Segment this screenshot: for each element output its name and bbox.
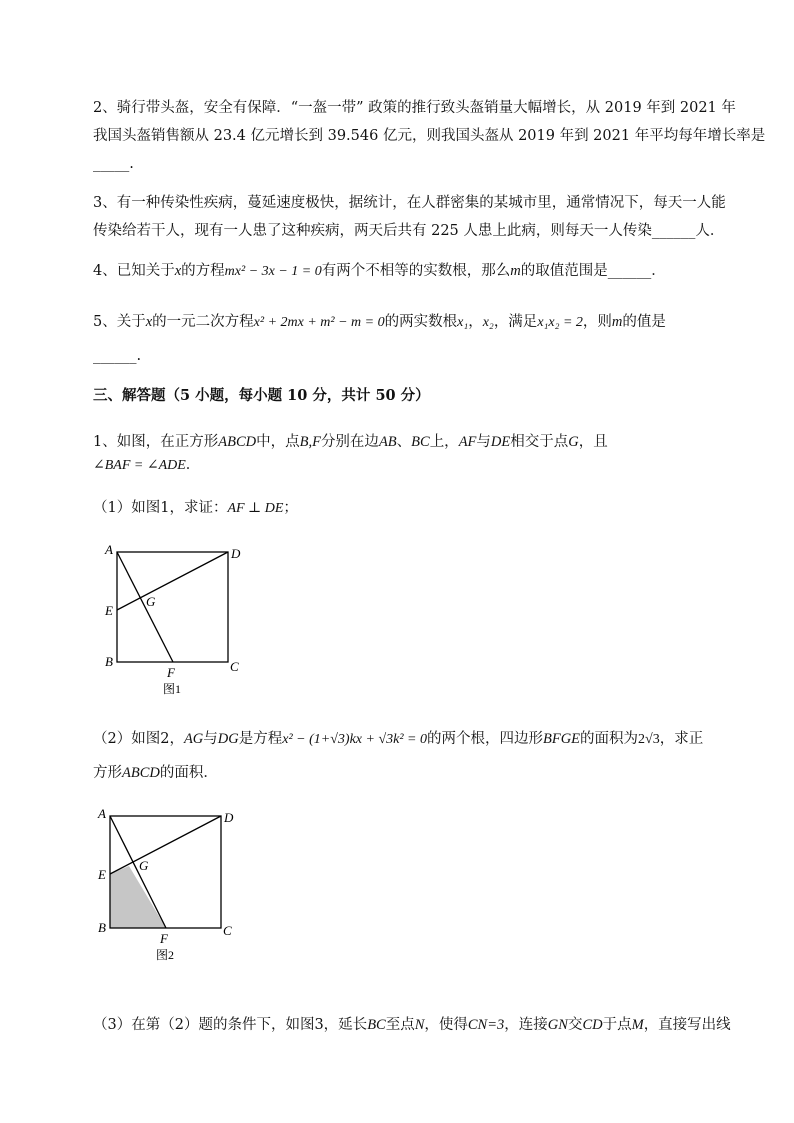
q5-var-x: x [145,314,153,330]
figure-1 [100,540,250,700]
figure-2 [93,802,243,972]
part2-mid3: 的两个根，四边形 [426,731,543,747]
p1-bc: BC [411,434,430,450]
part3-mid3: ，连接 [504,1017,548,1033]
section-heading: 三、解答题（5 小题，每小题 10 分，共计 50 分） [93,387,430,404]
part1-eq: AF ⊥ DE [227,501,284,516]
fig1-line-af [117,552,173,662]
part1-line [93,498,298,519]
fig2-label-d: D [224,810,234,825]
part1-end: ； [283,500,298,516]
part3-line [93,1015,731,1035]
fig1-label-c: C [230,659,239,674]
q5-end: 的值是 [622,314,666,330]
p1-angle-eq: ∠BAF = ∠ADE [93,458,186,473]
q5-mid: 的一元二次方程 [152,314,254,330]
fig1-label-g: G [146,594,156,609]
part2-end: ，求正 [659,731,704,747]
part2-line-1 [93,729,703,750]
q2-line-1: 2、骑行带头盔，安全有保障．“一盔一带” 政策的推行致头盔销量大幅增长，从 2019 年到 2021 年 [93,100,736,116]
p1-mid6: 相交于点 [510,434,569,450]
part3-bc: BC [367,1017,386,1033]
fig1-caption: 图1 [163,682,182,696]
p1-abcd: ABCD [218,434,257,450]
p1-bf: B,F [299,434,321,450]
fig1-label-b: B [105,654,113,669]
q5-line-2: ______. [93,348,142,364]
fig2-line-ed [110,816,221,874]
p1-line-2 [93,455,200,476]
part3-m: M [631,1017,644,1033]
part2-eq: x² − (1+√3)kx + √3k² = 0 [282,732,427,747]
q5-equation: x² + 2mx + m² − m = 0 [253,315,385,330]
q4-equation: mx² − 3x − 1 = 0 [224,264,322,279]
fig2-label-b: B [98,920,106,935]
fig2-shaded-quad [110,866,166,928]
part2-abcd: ABCD [122,765,160,781]
q5-mid2: 的两实数根 [384,314,458,330]
fig2-label-f: F [160,931,168,946]
part2-area: 2√3 [638,732,660,747]
q5-var-m: m [611,314,623,330]
fig2-label-a: A [98,806,106,821]
fig1-line-ed [117,552,228,610]
part2-bfge: BFGE [542,731,581,747]
q4-line [93,261,666,282]
part3-mid5: 于点 [602,1017,632,1033]
q5-x2: x₂ [482,315,494,330]
p1-af: AF [458,434,477,450]
part3-gn: GN [547,1017,568,1033]
part2-ag: AG [183,731,204,747]
p1-mid: 中，点 [256,434,300,450]
q5-mid4: ，则 [582,314,612,330]
q4-mid: 的方程 [181,263,225,279]
q5-pre: 5、关于 [93,314,146,330]
q4-var-x: x [174,263,182,279]
p1-mid3: 、 [396,434,412,450]
fig1-label-e: E [105,603,113,618]
p1-line-1 [93,432,608,452]
q5-line-1 [93,312,666,333]
q4-pre: 4、已知关于 [93,263,175,279]
q2-line-3: _____. [93,156,134,172]
q2-line-2: 我国头盔销售额从 23.4 亿元增长到 39.546 亿元，则我国头盔从 2019 年到 2021 年平均每年增长率是 [93,128,766,144]
part3-mid: 至点 [385,1017,415,1033]
part2-dg: DG [217,731,239,747]
part3-cn: CN=3 [467,1017,505,1033]
part3-mid4: 交 [567,1017,583,1033]
p1-de: DE [490,434,511,450]
q3-line-2: 传染给若干人，现有一人患了这种疾病，两天后共有 225 人患上此病，则每天一人传染______人． [93,223,725,239]
q5-x1: x₁ [457,315,469,330]
part2-mid2: 是方程 [238,731,283,747]
fig2-label-e: E [98,867,106,882]
p1-mid5: 与 [476,434,491,450]
part2-line2-pre: 方形 [93,765,122,781]
q4-post: 有两个不相等的实数根，那么 [321,263,511,279]
part1-pre: （1）如图1，求证： [93,500,228,516]
part2-mid4: 的面积为 [580,731,639,747]
q5-sep: ， [468,314,483,330]
part3-pre: （3）在第（2）题的条件下，如图3，延长 [93,1017,368,1033]
q5-mid3: ，满足 [493,314,538,330]
part3-mid2: ，使得 [424,1017,468,1033]
part2-line2-end: 的面积． [159,765,218,781]
p1-end: ，且 [578,434,608,450]
p1-g: G [568,434,579,450]
p1-pre: 1、如图，在正方形 [93,434,219,450]
fig2-label-g: G [139,858,149,873]
q4-var-m: m [510,263,521,279]
part2-line-2 [93,763,218,783]
fig1-label-a: A [105,542,113,557]
p1-ab: AB [378,434,397,450]
part3-end: ，直接写出线 [643,1017,731,1033]
fig2-caption: 图2 [156,948,175,962]
p1-mid4: 上， [429,434,459,450]
q4-end: 的取值范围是______． [520,263,666,279]
fig1-label-d: D [231,546,241,561]
q5-condition: x₁x₂ = 2 [537,315,583,330]
part3-n: N [414,1017,425,1033]
fig1-label-f: F [167,665,175,680]
part3-cd: CD [582,1017,603,1033]
p1-line2-end: ． [185,457,201,473]
part2-pre: （2）如图2， [93,731,184,747]
q3-line-1: 3、有一种传染性疾病，蔓延速度极快，据统计，在人群密集的某城市里，通常情况下，每天一人能 [93,195,726,211]
fig1-square [117,552,228,662]
p1-mid2: 分别在边 [320,434,379,450]
fig2-label-c: C [223,923,232,938]
part2-mid: 与 [203,731,218,747]
